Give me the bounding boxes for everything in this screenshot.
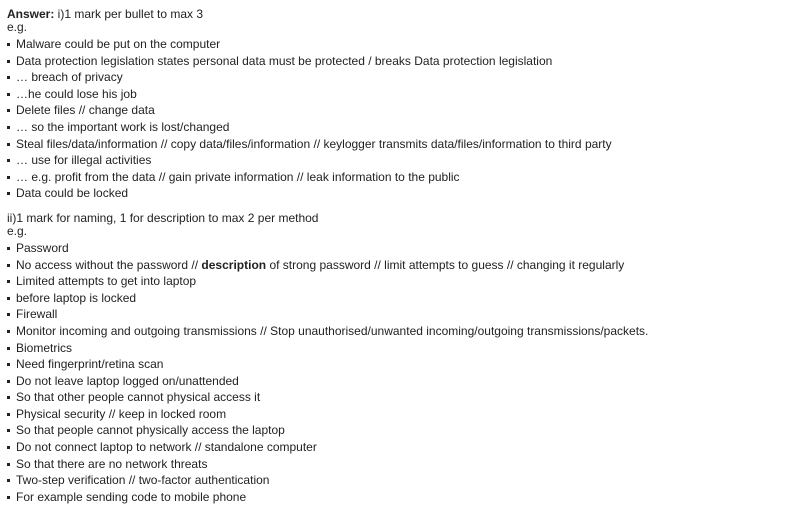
part1-intro: i)1 mark per bullet to max 3 [54, 7, 204, 21]
list-item: Delete files // change data [7, 102, 786, 119]
list-item: Steal files/data/information // copy data/files/information // keylogger transmits data/files/information to third party [7, 136, 786, 153]
list-item: Biometrics [7, 340, 786, 357]
list-item: Malware could be put on the computer [7, 36, 786, 53]
list-item: Physical security // keep in locked room [7, 406, 786, 423]
bold-term: description [201, 257, 267, 272]
list-item: Do not leave laptop logged on/unattended [7, 373, 786, 390]
list-item: Two-step verification // two-factor authentication [7, 472, 786, 489]
part1-bullet-list [7, 36, 786, 202]
list-item-password-description [7, 257, 786, 274]
list-item-text-rest: of strong password // limit attempts to guess // changing it regularly [266, 257, 625, 272]
list-item: So that people cannot physically access the laptop [7, 422, 786, 439]
list-item: So that there are no network threats [7, 456, 786, 473]
list-item: … so the important work is lost/changed [7, 119, 786, 136]
list-item: Do not connect laptop to network // standalone computer [7, 439, 786, 456]
list-item: Data protection legislation states personal data must be protected / breaks Data protection legislation [7, 53, 786, 70]
part2-intro: ii)1 mark for naming, 1 for description to max 2 per method [7, 210, 319, 225]
list-item: Monitor incoming and outgoing transmissions // Stop unauthorised/unwanted incoming/outgoing transmissions/packets. [7, 323, 786, 340]
part2-eg: e.g. [7, 223, 28, 238]
list-item: … use for illegal activities [7, 152, 786, 169]
part1-eg: e.g. [7, 20, 28, 34]
list-item: …he could lose his job [7, 86, 786, 103]
list-item: For example sending code to mobile phone [7, 489, 786, 506]
list-item: Limited attempts to get into laptop [7, 273, 786, 290]
list-item: Firewall [7, 306, 786, 323]
list-item: So that other people cannot physical access it [7, 389, 786, 406]
answer-label: Answer: [7, 7, 55, 21]
list-item: … e.g. profit from the data // gain private information // leak information to the public [7, 169, 786, 186]
list-item: … breach of privacy [7, 69, 786, 86]
list-item: Need fingerprint/retina scan [7, 356, 786, 373]
part2-bullet-list [7, 240, 786, 506]
list-item: Data could be locked [7, 185, 786, 202]
list-item-text: No access without the password // [16, 257, 202, 272]
list-item: Password [7, 240, 786, 257]
part1-heading [7, 8, 786, 21]
list-item: before laptop is locked [7, 290, 786, 307]
